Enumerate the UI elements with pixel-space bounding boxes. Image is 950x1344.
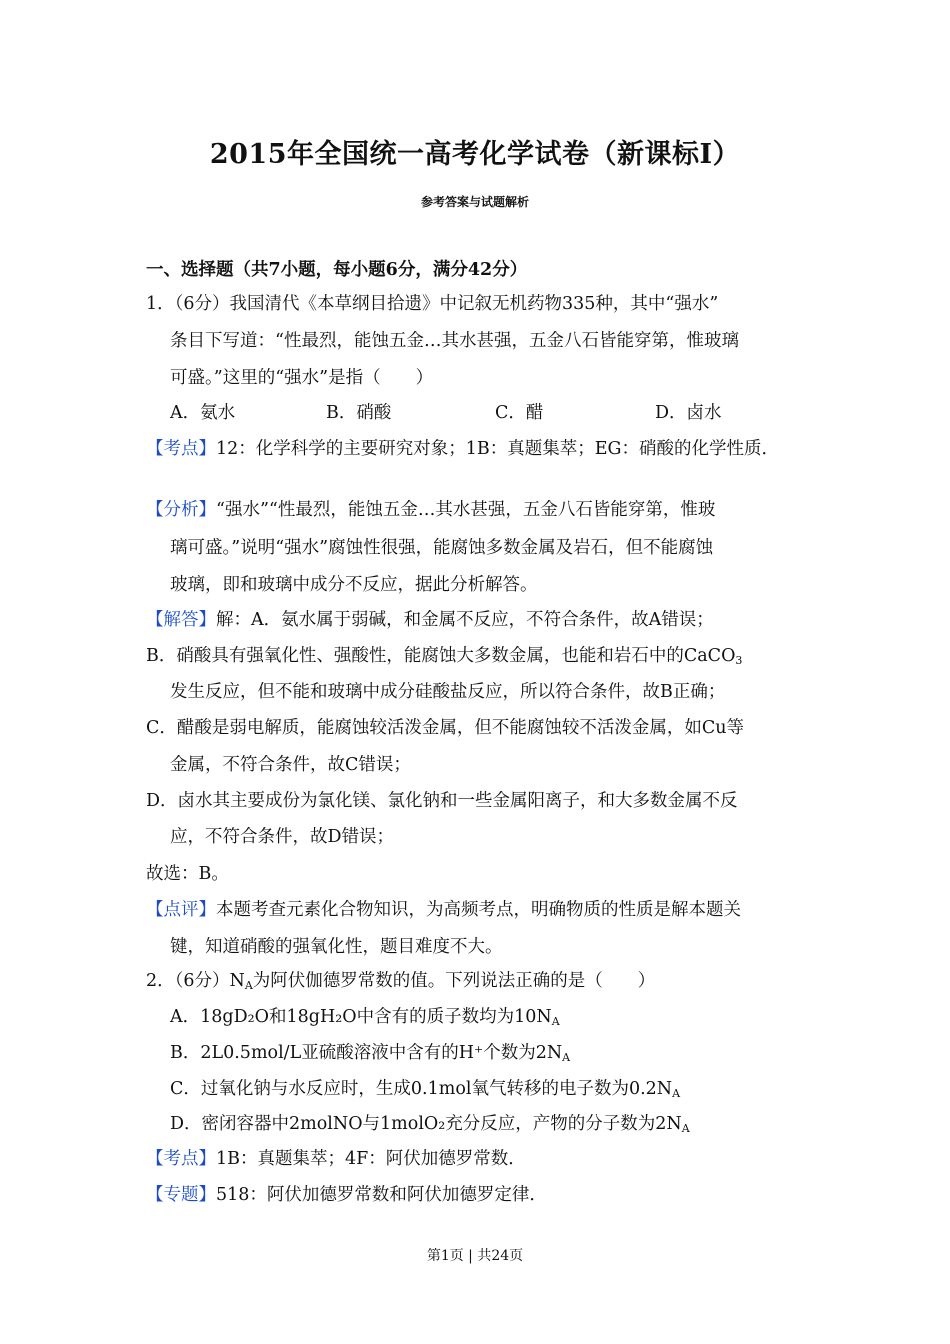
q1-jieda-c-line2: 金属，不符合条件，故C错误；: [170, 755, 411, 775]
subscript: A: [244, 979, 253, 992]
kaodian-tag: 【考点】: [146, 439, 216, 459]
dianping-text: 本题考查元素化合物知识，为高频考点，明确物质的性质是解本题关: [216, 900, 741, 920]
q2-option-d: D．密闭容器中2molNO与1molO₂充分反应，产物的分子数为$2N_A$: [170, 1114, 690, 1135]
zhuanti-text: 518：阿伏加德罗常数和阿伏加德罗定律．: [216, 1185, 547, 1205]
q1-answer: 故选：B。: [146, 864, 229, 884]
q1-stem-line2: 条目下写道：“性最烈，能蚀五金…其水甚强，五金八石皆能穿第，惟玻璃: [170, 331, 739, 351]
jieda-text: 解：A．氨水属于弱碱，和金属不反应，不符合条件，故A错误；: [216, 610, 714, 630]
kaodian-text: 1B：真题集萃；4F：阿伏加德罗常数．: [216, 1149, 526, 1169]
page-subtitle: 参考答案与试题解析: [420, 195, 529, 209]
q1-fenxi-line1: [146, 498, 715, 522]
q1-option-d: D．卤水: [655, 403, 722, 423]
q1-jieda-d-line2: 应，不符合条件，故D错误；: [170, 827, 395, 847]
jieda-tag: 【解答】: [146, 610, 216, 630]
dianping-tag: 【点评】: [146, 900, 216, 920]
fenxi-tag: 【分析】: [146, 500, 216, 520]
q1-dianping-line1: [146, 898, 741, 922]
q1-jieda-d-line1: D．卤水其主要成份为氯化镁、氯化钠和一些金属阳离子，和大多数金属不反: [146, 791, 738, 811]
q2-option-c: C．过氧化钠与水反应时，生成0.1mol氧气转移的电子数为$0.2N_A$: [170, 1079, 681, 1100]
q2-option-a: A．18gD₂O和18gH₂O中含有的质子数均为$10N_A$: [170, 1007, 560, 1028]
q1-jieda: [146, 608, 714, 632]
q1-fenxi-line2: 璃可盛。”说明“强水”腐蚀性很强，能腐蚀多数金属及岩石，但不能腐蚀: [170, 538, 714, 558]
q1-fenxi-line3: 玻璃，即和玻璃中成分不反应，据此分析解答。: [170, 575, 538, 595]
q2-stem-post: 为阿伏伽德罗常数的值。下列说法正确的是（ ）: [252, 971, 656, 991]
page-footer: 第1页 | 共24页: [426, 1248, 524, 1264]
q1-dianping-line2: 键，知道硝酸的强氧化性，题目难度不大。: [170, 937, 503, 957]
q1-jieda-b-line2: 发生反应，但不能和玻璃中成分硅酸盐反应，所以符合条件，故B正确；: [170, 682, 726, 702]
page-title: 2015年全国统一高考化学试卷（新课标Ⅰ）: [209, 139, 741, 170]
section-heading: 一、选择题（共7小题，每小题6分，满分42分）: [146, 260, 528, 280]
q1-option-b: B．硝酸: [326, 403, 392, 423]
zhuanti-tag: 【专题】: [146, 1185, 216, 1205]
q1-kaodian: [146, 437, 779, 461]
q2-stem-pre: 2．（6分）N: [146, 971, 245, 991]
q2-kaodian: [146, 1147, 526, 1171]
subscript: 3: [735, 654, 743, 667]
q1-jieda-b-line1: [146, 644, 742, 668]
q1-jieda-c-line1: C．醋酸是弱电解质，能腐蚀较活泼金属，但不能腐蚀较不活泼金属，如Cu等: [146, 718, 745, 738]
jieda-b-text: B．硝酸具有强氧化性、强酸性，能腐蚀大多数金属，也能和岩石中的CaCO: [146, 646, 736, 666]
fenxi-text: “强水”“性最烈，能蚀五金…其水甚强，五金八石皆能穿第，惟玻: [216, 500, 716, 520]
q2-stem: [146, 969, 655, 993]
q2-option-b: B．2L0.5mol/L亚硫酸溶液中含有的H⁺个数为$2N_A$: [170, 1043, 571, 1064]
kaodian-text: 12：化学科学的主要研究对象；1B：真题集萃；EG：硝酸的化学性质．: [216, 439, 780, 459]
q1-stem-line3: 可盛。”这里的“强水”是指（ ）: [170, 368, 434, 388]
q1-option-c: C．醋: [495, 403, 544, 423]
q2-zhuanti: [146, 1183, 547, 1207]
q1-option-a: A．氨水: [170, 403, 236, 423]
kaodian-tag: 【考点】: [146, 1149, 216, 1169]
q1-stem-line1: 1．（6分）我国清代《本草纲目拾遗》中记叙无机药物335种，其中“强水”: [146, 294, 719, 314]
